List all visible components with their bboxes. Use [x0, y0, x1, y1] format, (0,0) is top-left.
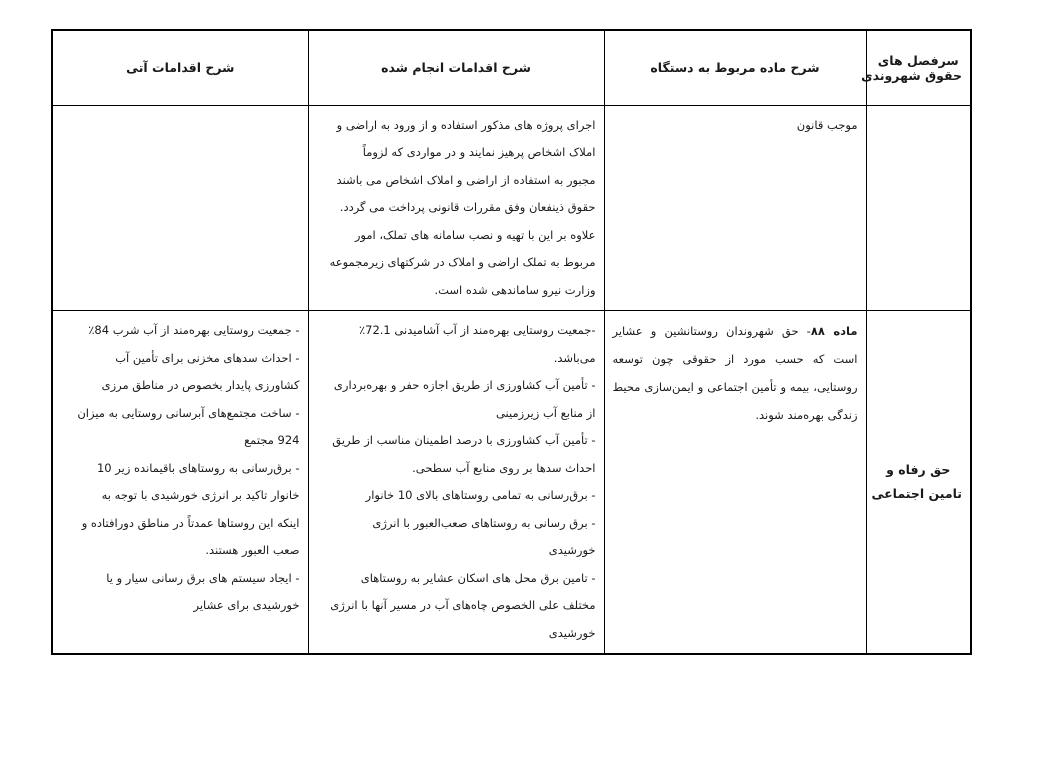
done-line: املاک اشخاص پرهیز نمایند و در مواردی که لزوماً [362, 145, 596, 159]
done-line: احداث سدها بر روی منابع آب سطحی. [412, 460, 596, 475]
row2-future-text [61, 317, 300, 620]
row1-future-cell [52, 105, 308, 311]
row1-law-text: موجب قانون [796, 117, 858, 132]
row2-future-cell [52, 311, 308, 655]
row1-done-cell [308, 105, 604, 311]
row2-law-paragraph [613, 317, 858, 429]
future-line: - برق‌رسانی به روستاهای باقیمانده زیر 10 [96, 460, 300, 475]
future-line: - جمعیت روستایی بهره‌مند از آب شرب 84٪ [88, 323, 300, 337]
done-line: - تامین برق محل های اسکان عشایر به روستاهای [360, 570, 596, 585]
header-future-actions: شرح اقدامات آتی [52, 30, 308, 105]
done-line: حقوق ذینفعان وفق مقررات قانونی پرداخت می گردد. [339, 200, 596, 214]
future-line: - ایجاد سیستم های برق رسانی سیار و یا [106, 570, 300, 585]
row2-law-cell [604, 311, 866, 655]
done-line: - برق‌رسانی به تمامی روستاهای بالای 10 خانوار [365, 488, 596, 502]
row1-law-cell [604, 105, 866, 311]
future-line: 924 مجتمع [244, 433, 300, 447]
done-line: - برق رسانی به روستاهای صعب‌العبور با انرژی [372, 515, 596, 530]
law-article-text: - حق شهروندان روستانشین و عشایر است که حسب مورد از حقوقی چون توسعه روستایی، بیمه و تأمین اجتماعی و ایمن‌سازی محیط زندگی بهره‌مند شوند. [612, 324, 858, 422]
row2-done-cell [308, 311, 604, 655]
row2-heading-line2: تامین اجتماعی [871, 486, 962, 501]
citizen-rights-table [51, 29, 972, 655]
table-row [52, 311, 971, 655]
done-line: خورشیدی [548, 543, 596, 557]
header-law-description: شرح ماده مربوط به دستگاه [604, 30, 866, 105]
table-row [52, 105, 971, 311]
row2-done-text [317, 317, 596, 647]
done-line: - تأمین آب کشاورزی با درصد اطمینان مناسب از طریق [332, 433, 596, 447]
row1-done-text [317, 112, 596, 305]
header-actions-done: شرح اقدامات انجام شده [308, 30, 604, 105]
future-line: صعب العبور هستند. [205, 543, 300, 557]
done-line: مختلف علی الخصوص چاه‌های آب در مسیر آنها با انرژی [330, 598, 596, 612]
header-heading-line1: سرفصل های [877, 52, 959, 68]
future-line: - احداث سدهای مخزنی برای تأمین آب [115, 350, 300, 365]
done-line: علاوه بر این با تهیه و نصب سامانه های تملک، امور [354, 227, 596, 242]
future-line: اینکه این روستاها عمدتاً در مناطق دورافتاده و [81, 515, 300, 530]
law-article-label: ماده ۸۸ [810, 324, 858, 338]
done-line: می‌باشد. [553, 350, 596, 365]
future-line: - ساخت مجتمع‌های آبرسانی روستایی به میزان [77, 405, 300, 420]
future-line: خورشیدی برای عشایر [193, 598, 300, 612]
done-line: اجرای پروژه های مذکور استفاده و از ورود به اراضی و [336, 117, 596, 132]
done-line: مربوط به تملک اراضی و املاک در شرکتهای زیرمجموعه [329, 255, 596, 269]
row2-heading-line1: حق رفاه و [886, 462, 951, 477]
header-citizen-rights-heading [861, 30, 971, 105]
row1-heading-cell [866, 105, 971, 311]
done-line: وزارت نیرو ساماندهی شده است. [434, 282, 596, 297]
done-line: خورشیدی [548, 625, 596, 640]
future-line: کشاورزی پایدار بخصوص در مناطق مرزی [101, 378, 300, 392]
done-line: از منابع آب زیرزمینی [495, 405, 596, 420]
done-line: - تأمین آب کشاورزی از طریق اجازه حفر و بهره‌برداری [333, 378, 596, 392]
done-line: -جمعیت روستایی بهره‌مند از آب آشامیدنی 72.1٪ [358, 323, 596, 337]
future-line: خانوار تاکید بر انرژی خورشیدی با توجه به [101, 488, 300, 502]
done-line: مجبور به استفاده از اراضی و املاک اشخاص می باشند [336, 172, 596, 187]
table-header-row [52, 30, 971, 105]
header-heading-line2: حقوق شهروندی [861, 67, 962, 83]
row2-heading-cell [866, 311, 971, 655]
